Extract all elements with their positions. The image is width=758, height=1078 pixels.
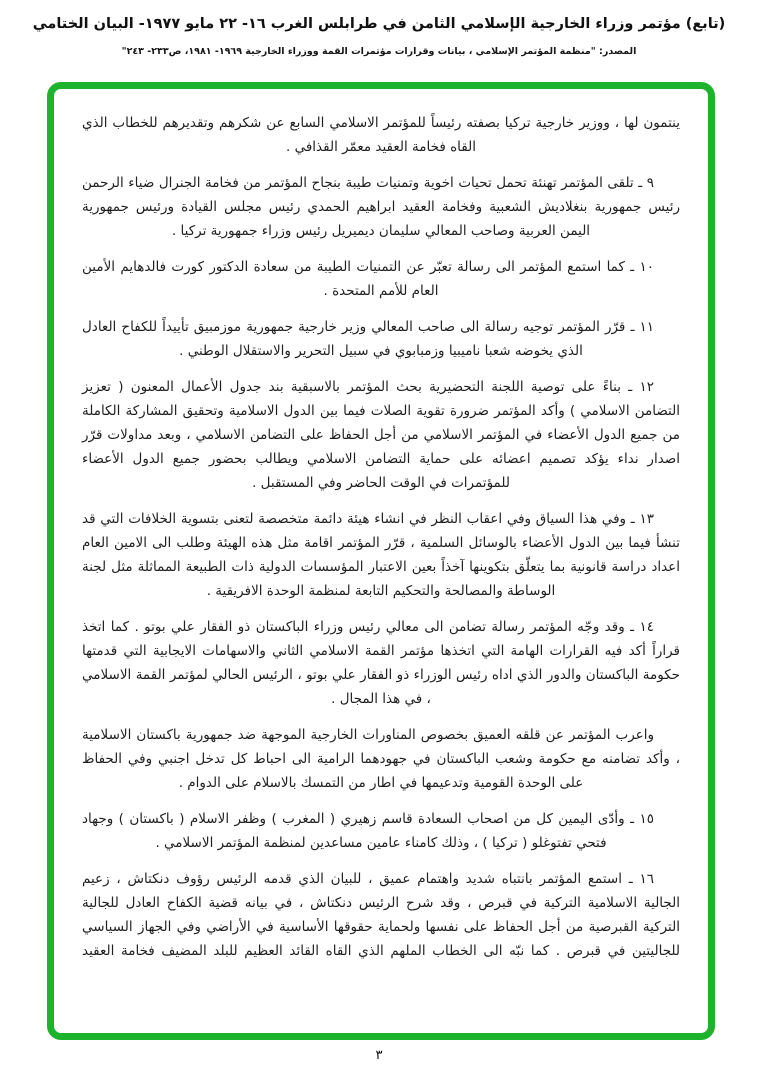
paragraph-10: ١٠ ـ كما استمع المؤتمر الى رسالة تعبّر عن التمنيات الطيبة من سعادة الدكتور كورت فالدهايم الأمين العام للأمم المتحدة . [82, 259, 654, 299]
paragraph-11: ١١ ـ قرّر المؤتمر توجيه رسالة الى صاحب المعالي وزير خارجية جمهورية موزمبيق تأييداً للكفاح العادل الذي يخوضه شعبا ناميبيا وزمبابوي في سبيل التحرير والاستقلال الوطني . [82, 319, 654, 359]
paragraph-continuation: ينتمون لها ، ووزير خارجية تركيا بصفته رئيساً للمؤتمر الاسلامي السابع عن شكرهم وتقديرهم للخطاب الذي القاه فخامة العقيد معمّر القذافي . [82, 115, 680, 155]
paragraph-16: ١٦ ـ استمع المؤتمر بانتباه شديد واهتمام عميق ، للبيان الذي قدمه الرئيس رؤوف دنكتاش ، زعيم الجالية الاسلامية التركية في قبرص ، وقد شرح الرئيس دنكتاش ، في بيانه قضية الكفاح العادل للجالية التركية القبرصية من أجل الحفاظ على نفسها ولحماية حقوقها الأساسية في الأراضي وفي الجهاز السياسي للجاليتين في قبرص . كما نبّه الى الخطاب الملهم الذي القاه القائد العظيم للبلد المضيف فخامة العقيد [82, 871, 680, 959]
green-border-frame [47, 82, 715, 1040]
page-number: ٣ [375, 1048, 383, 1063]
paragraph-9: ٩ ـ تلقى المؤتمر تهنئة تحمل تحيات اخوية وتمنيات طيبة بنجاح المؤتمر من فخامة الجنرال ضياء الرحمن رئيس جمهورية بنغلاديش الشعبية وفخامة العقيد ابراهيم الحمدي رئيس مجلس القيادة ورئيس جمهورية اليمن العربية وصاحب المعالي سليمان ديميريل رئيس وزراء جمهورية تركيا . [82, 175, 680, 239]
paragraph-14: ١٤ ـ وقد وجّه المؤتمر رسالة تضامن الى معالي رئيس وزراء الباكستان ذو الفقار علي بوتو . كما اتخذ قراراً أكد فيه القرارات الهامة التي اتخذها مؤتمر القمة الاسلامي الثاني والاسهامات الايجابية التي قدمتها حكومة الباكستان والدور الذي اداه رئيس الوزراء ذو الفقار علي بوتو ، الرئيس الحالي لمؤتمر القمة الاسلامي ، في هذا المجال . [82, 619, 680, 707]
paragraph-12: ١٢ ـ بناءً على توصية اللجنة التحضيرية بحث المؤتمر بالاسبقية بند جدول الأعمال المعنون ( تعزيز التضامن الاسلامي ) وأكد المؤتمر ضرورة تقوية الصلات فيما بين الدول الاسلامية وتحقيق المشاركة الكاملة من جميع الدول الأعضاء في المؤتمر الاسلامي من أجل الحفاظ على التضامن الاسلامي ، وبعد مداولات قرّر اصدار نداء يؤكد تصميم اعضائه على حماية التضامن الاسلامي ويطالب بحضور جميع الدول الأعضاء للمؤتمرات في الوقت الحاضر وفي المستقبل . [82, 379, 680, 491]
document-title: (تابع) مؤتمر وزراء الخارجية الإسلامي الثامن في طرابلس الغرب ١٦- ٢٢ مايو ١٩٧٧- البيان الختامي [32, 16, 726, 32]
paragraph-13: ١٣ ـ وفي هذا السياق وفي اعقاب النظر في انشاء هيئة دائمة متخصصة لتعنى بتسوية الخلافات التي قد تنشأ فيما بين الدول الأعضاء بالوسائل السلمية ، قرّر المؤتمر اقامة مثل هذه الهيئة وطلب الى الامين العام اعداد دراسة قانونية بما يتعلّق بتكوينها آخذاً بعين الاعتبار المؤسسات الدولية ذات الطبيعة المماثلة مثل لجنة الوساطة والمصالحة والتحكيم التابعة لمنظمة الوحدة الافريقية . [82, 511, 680, 599]
body-text [54, 89, 708, 963]
paragraph-14-continuation: واعرب المؤتمر عن قلقه العميق بخصوص المناورات الخارجية الموجهة ضد جمهورية باكستان الاسلامية ، وأكد تضامنه مع حكومة وشعب الباكستان في جهودهما الرامية الى احباط كل تدخل اجنبي وفي الحفاظ على الوحدة القومية وتدعيمها في اطار من التمسك بالاسلام على الدوام . [82, 727, 680, 791]
source-citation: المصدر: "منظمة المؤتمر الإسلامي ، بيانات وقرارات مؤتمرات القمة ووزراء الخارجية ١٩٦٩- ١٩٨١، ص٢٣٣- ٢٤٣" [121, 46, 637, 57]
paragraph-15: ١٥ ـ وأدّى اليمين كل من اصحاب السعادة قاسم زهيري ( المغرب ) وظفر الاسلام ( باكستان ) وجهاد فتحي تفتوغلو ( تركيا ) ، وذلك كامناء عامين مساعدين لمنظمة المؤتمر الاسلامي . [82, 811, 654, 851]
